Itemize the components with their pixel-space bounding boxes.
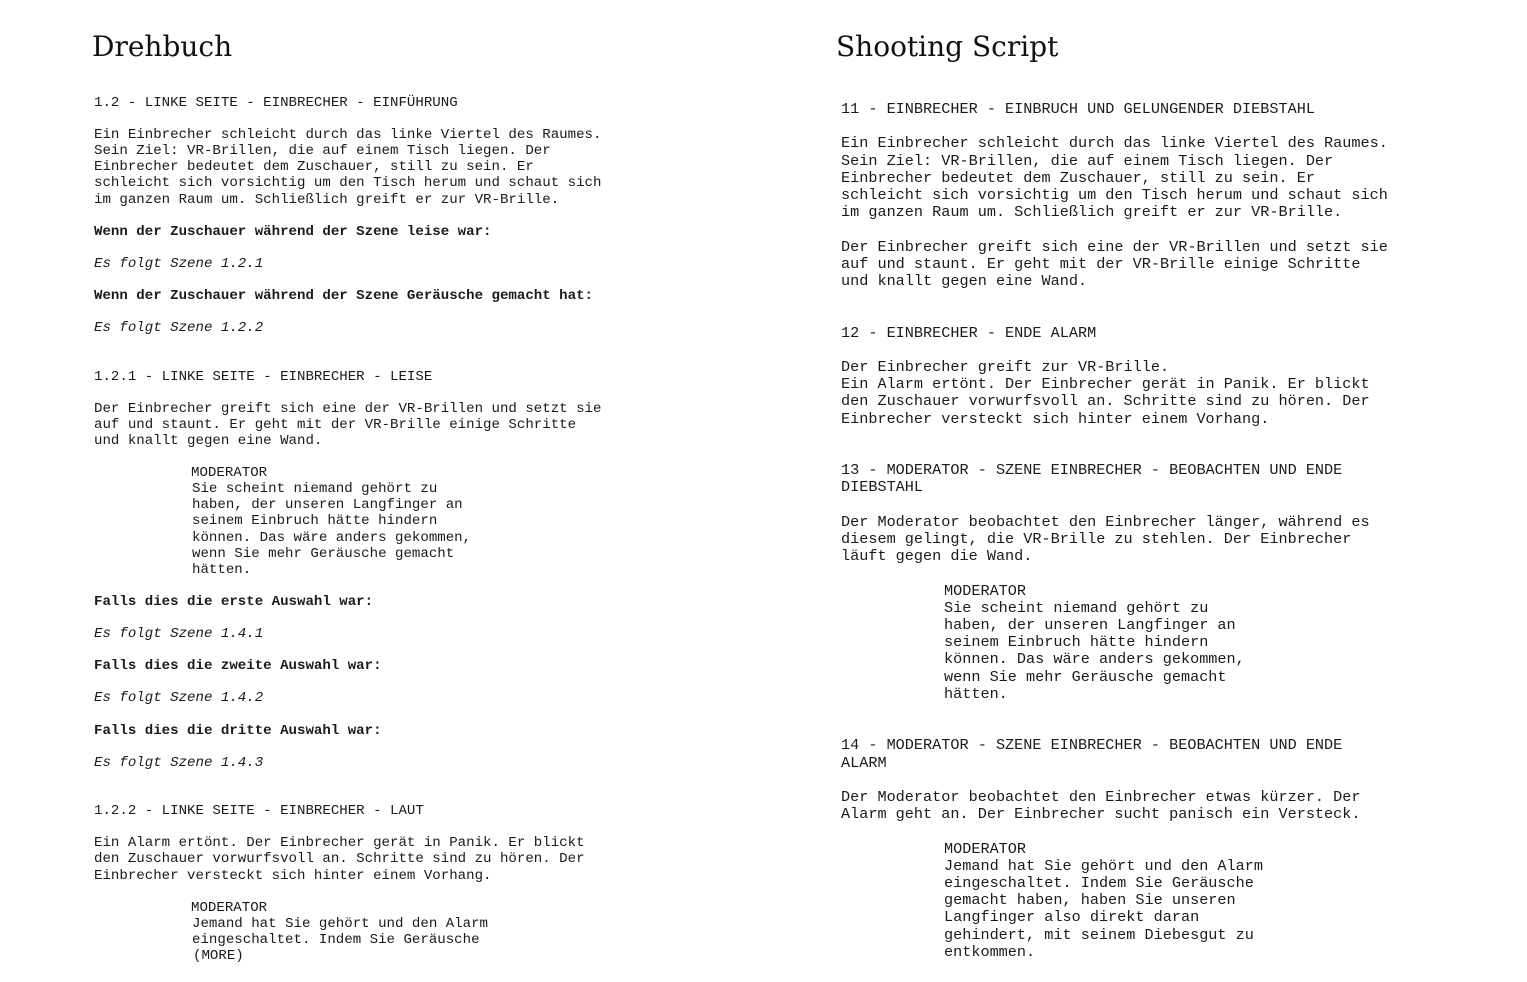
action-text: Der Einbrecher greift sich eine der VR-Brillen und setzt sie auf und staunt. Er geht mit der VR-Brille einige Schritte und knallt gegen eine Wand. [841, 237, 1388, 290]
action-text: Ein Einbrecher schleicht durch das linke Viertel des Raumes. Sein Ziel: VR-Brillen, die auf einem Tisch liegen. Der Einbrecher bedeutet dem Zuschauer, still zu sein. Er schleicht sich vorsichtig um den Tisch herum und schaut sich im ganzen Raum um. Schließlich greift er zur VR-Brille. [94, 127, 602, 208]
next-scene-text: Es folgt Szene 1.2.1 [94, 255, 264, 272]
character-name: MODERATOR [191, 899, 268, 916]
condition-text: Falls dies die erste Auswahl war: [94, 593, 374, 610]
character-name: MODERATOR [944, 839, 1027, 858]
action-text: Der Moderator beobachtet den Einbrecher etwas kürzer. Der Alarm geht an. Der Einbrecher sucht panisch ein Versteck. [841, 787, 1361, 824]
dialogue-text: Jemand hat Sie gehört und den Alarm eingeschaltet. Indem Sie Geräusche gemacht haben, haben Sie unseren Langfinger also direkt daran gehindert, mit seinem Diebesgut zu entkommen. [944, 856, 1263, 961]
character-name: MODERATOR [191, 465, 268, 482]
scene-heading: 13 - MODERATOR - SZENE EINBRECHER - BEOBACHTEN UND ENDE DIEBSTAHL [841, 461, 1343, 497]
scene-heading: 1.2.2 - LINKE SEITE - EINBRECHER - LAUT [94, 803, 424, 820]
action-text: Ein Einbrecher schleicht durch das linke Viertel des Raumes. Sein Ziel: VR-Brillen, die auf einem Tisch liegen. Der Einbrecher bedeutet dem Zuschauer, still zu sein. Er schleicht sich vorsichtig um den Tisch herum und schaut sich im ganzen Raum um. Schließlich greift er zur VR-Brille. [841, 134, 1388, 222]
action-text: Ein Alarm ertönt. Der Einbrecher gerät in Panik. Er blickt den Zuschauer vorwurfsvoll an. Schritte sind zu hören. Der Einbrecher versteckt sich hinter einem Vorhang. [94, 835, 585, 884]
condition-text: Falls dies die zweite Auswahl war: [94, 658, 382, 675]
action-text: Der Einbrecher greift sich eine der VR-Brillen und setzt sie auf und staunt. Er geht mit der VR-Brille einige Schritte und knallt gegen eine Wand. [94, 400, 602, 449]
scene-heading: 1.2.1 - LINKE SEITE - EINBRECHER - LEISE [94, 368, 433, 385]
scene-heading: 12 - EINBRECHER - ENDE ALARM [841, 323, 1097, 342]
shooting-script-heading: Shooting Script [836, 30, 1059, 63]
condition-text: Wenn der Zuschauer während der Szene Geräusche gemacht hat: [94, 288, 593, 305]
shooting-script [841, 101, 1388, 961]
action-text: Der Einbrecher greift zur VR-Brille. Ein Alarm ertönt. Der Einbrecher gerät in Panik. Er blickt den Zuschauer vorwurfsvoll an. Schritte sind zu hören. Der Einbrecher versteckt sich hinter einem Vorhang. [841, 357, 1370, 428]
next-scene-text: Es folgt Szene 1.2.2 [94, 320, 264, 337]
dialogue-text: Sie scheint niemand gehört zu haben, der unseren Langfinger an seinem Einbruch hätte hindern können. Das wäre anders gekommen, wenn Sie mehr Geräusche gemacht hätten. [944, 598, 1245, 703]
condition-text: Wenn der Zuschauer während der Szene leise war: [94, 223, 492, 240]
scene-heading: 14 - MODERATOR - SZENE EINBRECHER - BEOBACHTEN UND ENDE ALARM [841, 736, 1343, 772]
more-marker: (MORE) [193, 947, 244, 964]
condition-text: Falls dies die dritte Auswahl war: [94, 722, 382, 739]
next-scene-text: Es folgt Szene 1.4.2 [94, 690, 264, 707]
scene-heading: 11 - EINBRECHER - EINBRUCH UND GELUNGENDER DIEBSTAHL [841, 100, 1315, 118]
dialogue-text: Sie scheint niemand gehört zu haben, der unseren Langfinger an seinem Einbruch hätte hindern können. Das wäre anders gekommen, wenn Sie mehr Geräusche gemacht hätten. [192, 481, 472, 578]
drehbuch-heading: Drehbuch [92, 30, 233, 63]
character-name: MODERATOR [944, 581, 1027, 600]
action-text: Der Moderator beobachtet den Einbrecher länger, während es diesem gelingt, die VR-Brille zu stehlen. Der Einbrecher läuft gegen die Wand. [841, 512, 1370, 566]
next-scene-text: Es folgt Szene 1.4.1 [94, 626, 264, 643]
next-scene-text: Es folgt Szene 1.4.3 [94, 754, 264, 771]
drehbuch-script [94, 95, 601, 964]
dialogue-text: Jemand hat Sie gehört und den Alarm eingeschaltet. Indem Sie Geräusche [192, 915, 489, 948]
scene-heading: 1.2 - LINKE SEITE - EINBRECHER - EINFÜHRUNG [94, 95, 458, 111]
